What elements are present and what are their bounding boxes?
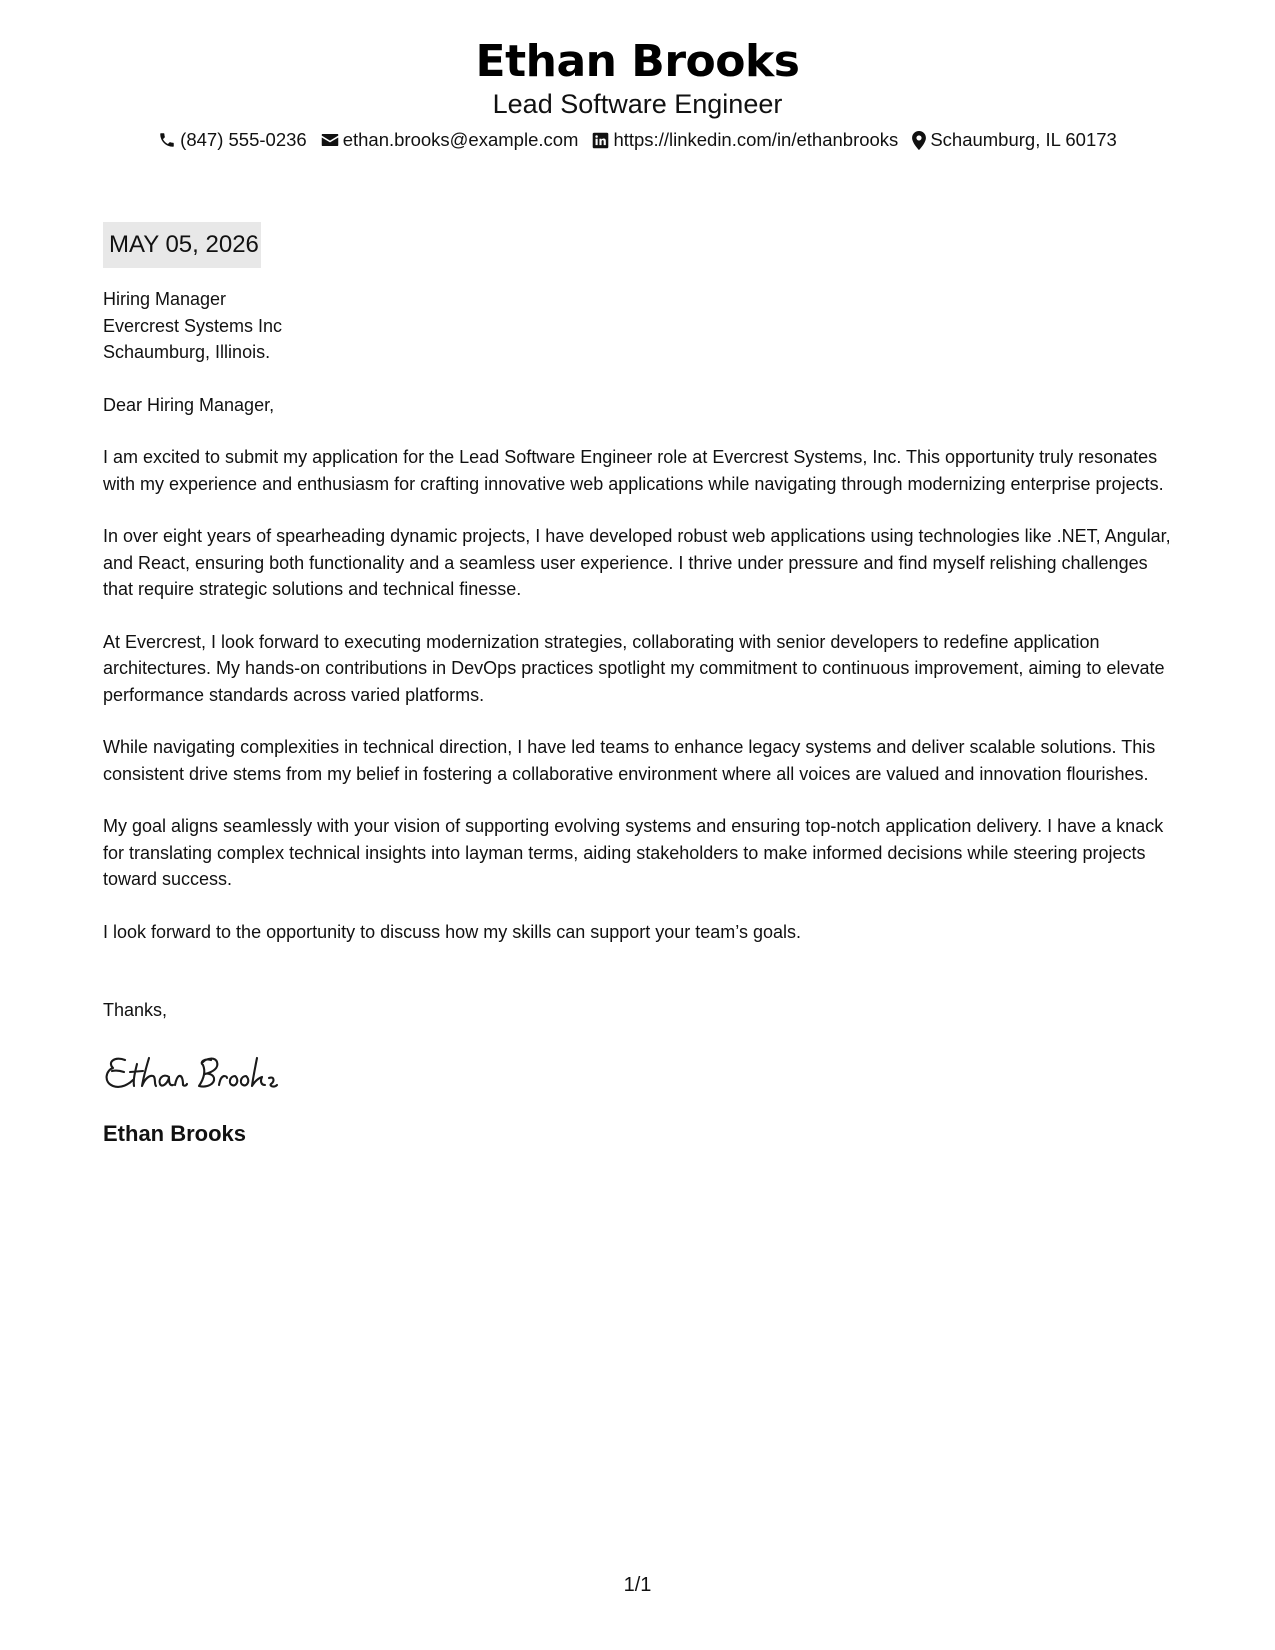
applicant-name: Ethan Brooks: [475, 36, 800, 87]
body-paragraph: At Evercrest, I look forward to executing modernization strategies, collaborating with senior developers to redefine application architectures. My hands-on contributions in DevOps practices spotlight my commitment to continuous improvement, aiming to elevate performance standards across varied platforms.: [103, 631, 1165, 705]
recipient-line: Evercrest Systems Inc: [103, 315, 283, 336]
contact-phone: [158, 128, 307, 152]
contact-location: [912, 128, 1117, 152]
body-paragraph: I look forward to the opportunity to discuss how my skills can support your team’s goals.: [103, 921, 801, 942]
body-paragraph: In over eight years of spearheading dynamic projects, I have developed robust web applications using technologies like .NET, Angular, and React, ensuring both functionality and a seamless user experience. I thrive under pressure and find myself relishing challenges that require strategic solutions and technical finesse.: [103, 526, 1171, 599]
linkedin-link[interactable]: https://linkedin.com/in/ethanbrooks: [613, 129, 899, 150]
applicant-title: Lead Software Engineer: [492, 89, 783, 119]
phone-text: (847) 555-0236: [180, 129, 307, 150]
letter-header: [0, 34, 1275, 152]
letter-date: MAY 05, 2026: [103, 222, 261, 268]
body-paragraph: While navigating complexities in technical direction, I have led teams to enhance legacy systems and deliver scalable solutions. This consistent drive stems from my belief in fostering a collaborative environment where all voices are valued and innovation flourishes.: [103, 737, 1156, 784]
recipient-block: [103, 286, 1175, 366]
salutation: Dear Hiring Manager,: [103, 394, 275, 415]
map-pin-icon: [912, 131, 926, 150]
contact-email[interactable]: [321, 128, 579, 152]
handwritten-signature: [103, 1048, 1175, 1098]
letter-body: [103, 222, 1175, 1148]
body-paragraph: I am excited to submit my application for the Lead Software Engineer role at Evercrest Systems, Inc. This opportunity truly resonates with my experience and enthusiasm for crafting innovative web applications while navigating through modernizing enterprise projects.: [103, 447, 1164, 494]
signer-name: Ethan Brooks: [103, 1120, 247, 1146]
closing: Thanks,: [103, 1000, 168, 1020]
recipient-line: Hiring Manager: [103, 289, 227, 309]
recipient-line: Schaumburg, Illinois.: [103, 342, 271, 362]
contact-bar: [0, 128, 1275, 152]
contact-linkedin[interactable]: [592, 128, 898, 152]
phone-icon: [158, 131, 176, 149]
page-indicator: 1/1: [623, 1574, 652, 1596]
location-text: Schaumburg, IL 60173: [930, 129, 1117, 150]
envelope-icon: [321, 132, 339, 148]
email-link[interactable]: ethan.brooks@example.com: [342, 129, 579, 150]
linkedin-icon: [592, 132, 609, 149]
body-paragraph: My goal aligns seamlessly with your vision of supporting evolving systems and ensuring top-notch application delivery. I have a knack for translating complex technical insights into layman terms, aiding stakeholders to make informed decisions while steering projects toward success.: [103, 816, 1164, 889]
